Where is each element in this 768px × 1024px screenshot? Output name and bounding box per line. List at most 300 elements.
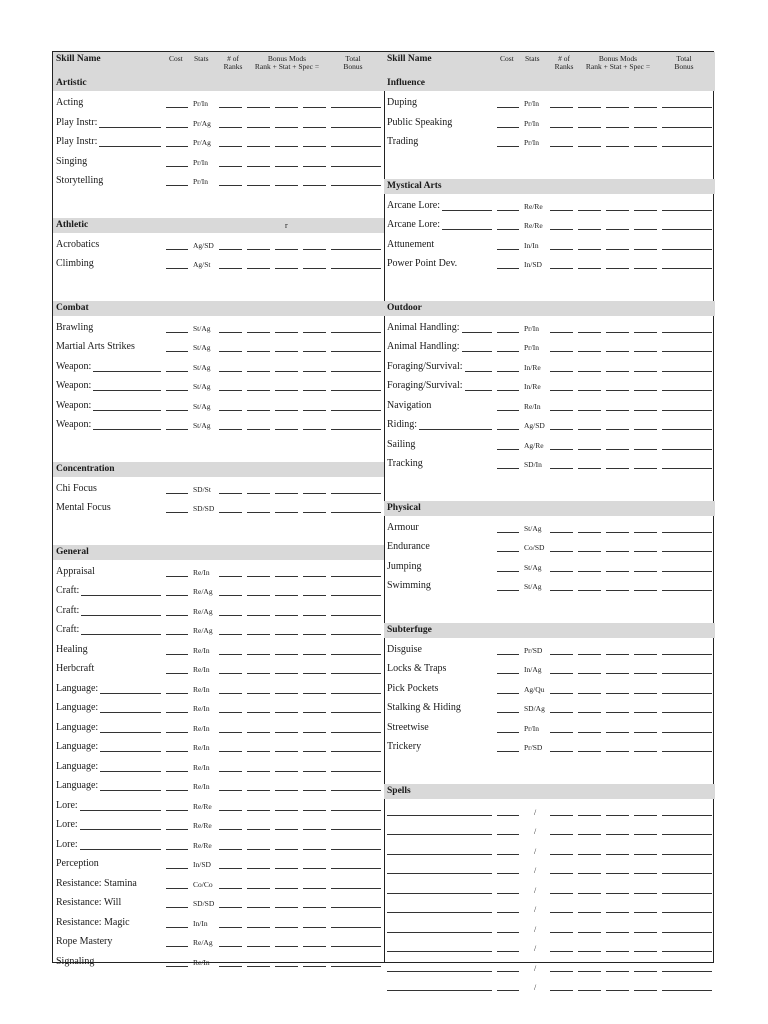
ranks-field[interactable] xyxy=(550,449,573,450)
cost-field[interactable] xyxy=(166,751,188,752)
total-bonus-field[interactable] xyxy=(331,790,381,791)
ranks-field[interactable] xyxy=(219,249,242,250)
total-bonus-field[interactable] xyxy=(331,927,381,928)
ranks-field[interactable] xyxy=(550,732,573,733)
ranks-field[interactable] xyxy=(550,951,573,952)
ranks-field[interactable] xyxy=(219,712,242,713)
total-bonus-field[interactable] xyxy=(662,712,712,713)
rank-bonus-field[interactable] xyxy=(578,410,601,411)
rank-bonus-field[interactable] xyxy=(578,971,601,972)
spec-bonus-field[interactable] xyxy=(634,249,657,250)
spec-bonus-field[interactable] xyxy=(303,673,326,674)
spec-bonus-field[interactable] xyxy=(634,268,657,269)
stat-bonus-field[interactable] xyxy=(606,410,629,411)
rank-bonus-field[interactable] xyxy=(578,834,601,835)
cost-field[interactable] xyxy=(497,390,519,391)
spec-bonus-field[interactable] xyxy=(303,268,326,269)
cost-field[interactable] xyxy=(166,615,188,616)
ranks-field[interactable] xyxy=(550,107,573,108)
rank-bonus-field[interactable] xyxy=(247,410,270,411)
cost-field[interactable] xyxy=(497,410,519,411)
skill-specialty-field[interactable] xyxy=(93,429,161,430)
spec-bonus-field[interactable] xyxy=(303,185,326,186)
spec-bonus-field[interactable] xyxy=(634,332,657,333)
cost-field[interactable] xyxy=(166,966,188,967)
cost-field[interactable] xyxy=(497,654,519,655)
cost-field[interactable] xyxy=(166,907,188,908)
spell-name-field[interactable] xyxy=(387,893,492,894)
stat-bonus-field[interactable] xyxy=(606,210,629,211)
stat-bonus-field[interactable] xyxy=(606,654,629,655)
rank-bonus-field[interactable] xyxy=(247,429,270,430)
cost-field[interactable] xyxy=(166,512,188,513)
spec-bonus-field[interactable] xyxy=(303,634,326,635)
spec-bonus-field[interactable] xyxy=(634,951,657,952)
stat-bonus-field[interactable] xyxy=(606,532,629,533)
ranks-field[interactable] xyxy=(219,693,242,694)
cost-field[interactable] xyxy=(497,468,519,469)
spec-bonus-field[interactable] xyxy=(634,854,657,855)
stat-bonus-field[interactable] xyxy=(606,351,629,352)
total-bonus-field[interactable] xyxy=(331,673,381,674)
total-bonus-field[interactable] xyxy=(331,732,381,733)
stat-bonus-field[interactable] xyxy=(606,268,629,269)
cost-field[interactable] xyxy=(166,654,188,655)
rank-bonus-field[interactable] xyxy=(578,371,601,372)
ranks-field[interactable] xyxy=(219,127,242,128)
skill-specialty-field[interactable] xyxy=(81,634,161,635)
stat-bonus-field[interactable] xyxy=(606,932,629,933)
ranks-field[interactable] xyxy=(219,927,242,928)
ranks-field[interactable] xyxy=(219,351,242,352)
total-bonus-field[interactable] xyxy=(662,532,712,533)
rank-bonus-field[interactable] xyxy=(247,268,270,269)
spec-bonus-field[interactable] xyxy=(634,410,657,411)
stat-bonus-field[interactable] xyxy=(606,712,629,713)
cost-field[interactable] xyxy=(497,210,519,211)
ranks-field[interactable] xyxy=(550,912,573,913)
rank-bonus-field[interactable] xyxy=(578,146,601,147)
ranks-field[interactable] xyxy=(550,249,573,250)
spec-bonus-field[interactable] xyxy=(634,146,657,147)
rank-bonus-field[interactable] xyxy=(247,146,270,147)
total-bonus-field[interactable] xyxy=(662,854,712,855)
stat-bonus-field[interactable] xyxy=(275,493,298,494)
stat-bonus-field[interactable] xyxy=(275,146,298,147)
spec-bonus-field[interactable] xyxy=(303,732,326,733)
rank-bonus-field[interactable] xyxy=(247,946,270,947)
spec-bonus-field[interactable] xyxy=(303,888,326,889)
total-bonus-field[interactable] xyxy=(331,654,381,655)
ranks-field[interactable] xyxy=(550,468,573,469)
stat-bonus-field[interactable] xyxy=(606,854,629,855)
skill-specialty-field[interactable] xyxy=(81,595,161,596)
stat-bonus-field[interactable] xyxy=(275,966,298,967)
total-bonus-field[interactable] xyxy=(331,351,381,352)
total-bonus-field[interactable] xyxy=(662,834,712,835)
total-bonus-field[interactable] xyxy=(331,493,381,494)
stat-bonus-field[interactable] xyxy=(606,468,629,469)
total-bonus-field[interactable] xyxy=(331,595,381,596)
cost-field[interactable] xyxy=(166,351,188,352)
total-bonus-field[interactable] xyxy=(662,146,712,147)
stat-bonus-field[interactable] xyxy=(606,990,629,991)
ranks-field[interactable] xyxy=(550,990,573,991)
rank-bonus-field[interactable] xyxy=(578,351,601,352)
total-bonus-field[interactable] xyxy=(331,771,381,772)
spec-bonus-field[interactable] xyxy=(303,249,326,250)
cost-field[interactable] xyxy=(166,927,188,928)
skill-specialty-field[interactable] xyxy=(99,146,161,147)
rank-bonus-field[interactable] xyxy=(578,873,601,874)
stat-bonus-field[interactable] xyxy=(606,893,629,894)
stat-bonus-field[interactable] xyxy=(606,429,629,430)
cost-field[interactable] xyxy=(166,166,188,167)
spec-bonus-field[interactable] xyxy=(303,829,326,830)
spell-cost-field[interactable] xyxy=(497,990,519,991)
total-bonus-field[interactable] xyxy=(331,849,381,850)
stat-bonus-field[interactable] xyxy=(606,693,629,694)
cost-field[interactable] xyxy=(497,127,519,128)
total-bonus-field[interactable] xyxy=(331,429,381,430)
total-bonus-field[interactable] xyxy=(331,751,381,752)
cost-field[interactable] xyxy=(497,146,519,147)
skill-specialty-field[interactable] xyxy=(80,810,161,811)
cost-field[interactable] xyxy=(166,410,188,411)
stat-bonus-field[interactable] xyxy=(275,166,298,167)
cost-field[interactable] xyxy=(166,493,188,494)
ranks-field[interactable] xyxy=(550,873,573,874)
stat-bonus-field[interactable] xyxy=(275,127,298,128)
stat-bonus-field[interactable] xyxy=(275,693,298,694)
cost-field[interactable] xyxy=(166,868,188,869)
ranks-field[interactable] xyxy=(550,332,573,333)
cost-field[interactable] xyxy=(497,732,519,733)
spec-bonus-field[interactable] xyxy=(303,615,326,616)
rank-bonus-field[interactable] xyxy=(578,390,601,391)
total-bonus-field[interactable] xyxy=(662,468,712,469)
spec-bonus-field[interactable] xyxy=(634,893,657,894)
spec-bonus-field[interactable] xyxy=(303,410,326,411)
spec-bonus-field[interactable] xyxy=(634,971,657,972)
rank-bonus-field[interactable] xyxy=(247,751,270,752)
ranks-field[interactable] xyxy=(550,815,573,816)
rank-bonus-field[interactable] xyxy=(578,210,601,211)
total-bonus-field[interactable] xyxy=(662,693,712,694)
rank-bonus-field[interactable] xyxy=(247,371,270,372)
ranks-field[interactable] xyxy=(550,693,573,694)
spell-name-field[interactable] xyxy=(387,990,492,991)
stat-bonus-field[interactable] xyxy=(275,576,298,577)
stat-bonus-field[interactable] xyxy=(606,249,629,250)
spec-bonus-field[interactable] xyxy=(634,127,657,128)
ranks-field[interactable] xyxy=(219,615,242,616)
stat-bonus-field[interactable] xyxy=(275,946,298,947)
spec-bonus-field[interactable] xyxy=(303,493,326,494)
stat-bonus-field[interactable] xyxy=(606,971,629,972)
total-bonus-field[interactable] xyxy=(331,888,381,889)
stat-bonus-field[interactable] xyxy=(275,249,298,250)
rank-bonus-field[interactable] xyxy=(247,927,270,928)
total-bonus-field[interactable] xyxy=(662,673,712,674)
total-bonus-field[interactable] xyxy=(662,551,712,552)
spec-bonus-field[interactable] xyxy=(634,107,657,108)
total-bonus-field[interactable] xyxy=(331,107,381,108)
spell-name-field[interactable] xyxy=(387,951,492,952)
ranks-field[interactable] xyxy=(219,332,242,333)
rank-bonus-field[interactable] xyxy=(578,449,601,450)
spec-bonus-field[interactable] xyxy=(634,932,657,933)
total-bonus-field[interactable] xyxy=(662,449,712,450)
stat-bonus-field[interactable] xyxy=(275,107,298,108)
stat-bonus-field[interactable] xyxy=(275,390,298,391)
rank-bonus-field[interactable] xyxy=(247,127,270,128)
cost-field[interactable] xyxy=(166,268,188,269)
rank-bonus-field[interactable] xyxy=(578,268,601,269)
total-bonus-field[interactable] xyxy=(662,210,712,211)
ranks-field[interactable] xyxy=(219,146,242,147)
ranks-field[interactable] xyxy=(219,371,242,372)
rank-bonus-field[interactable] xyxy=(247,576,270,577)
spec-bonus-field[interactable] xyxy=(634,532,657,533)
total-bonus-field[interactable] xyxy=(331,146,381,147)
total-bonus-field[interactable] xyxy=(662,932,712,933)
ranks-field[interactable] xyxy=(219,771,242,772)
cost-field[interactable] xyxy=(166,693,188,694)
total-bonus-field[interactable] xyxy=(331,966,381,967)
cost-field[interactable] xyxy=(166,371,188,372)
stat-bonus-field[interactable] xyxy=(606,751,629,752)
stat-bonus-field[interactable] xyxy=(275,332,298,333)
ranks-field[interactable] xyxy=(550,268,573,269)
spec-bonus-field[interactable] xyxy=(634,990,657,991)
ranks-field[interactable] xyxy=(219,268,242,269)
spec-bonus-field[interactable] xyxy=(303,146,326,147)
ranks-field[interactable] xyxy=(219,493,242,494)
ranks-field[interactable] xyxy=(219,732,242,733)
rank-bonus-field[interactable] xyxy=(578,107,601,108)
stat-bonus-field[interactable] xyxy=(606,951,629,952)
rank-bonus-field[interactable] xyxy=(247,332,270,333)
total-bonus-field[interactable] xyxy=(662,268,712,269)
cost-field[interactable] xyxy=(166,390,188,391)
spec-bonus-field[interactable] xyxy=(634,912,657,913)
rank-bonus-field[interactable] xyxy=(247,732,270,733)
ranks-field[interactable] xyxy=(219,634,242,635)
rank-bonus-field[interactable] xyxy=(578,854,601,855)
spell-cost-field[interactable] xyxy=(497,873,519,874)
stat-bonus-field[interactable] xyxy=(275,927,298,928)
spec-bonus-field[interactable] xyxy=(303,927,326,928)
stat-bonus-field[interactable] xyxy=(275,673,298,674)
rank-bonus-field[interactable] xyxy=(578,468,601,469)
stat-bonus-field[interactable] xyxy=(275,751,298,752)
total-bonus-field[interactable] xyxy=(331,166,381,167)
skill-specialty-field[interactable] xyxy=(442,229,492,230)
spell-cost-field[interactable] xyxy=(497,834,519,835)
rank-bonus-field[interactable] xyxy=(578,532,601,533)
rank-bonus-field[interactable] xyxy=(247,493,270,494)
spec-bonus-field[interactable] xyxy=(303,966,326,967)
rank-bonus-field[interactable] xyxy=(578,673,601,674)
total-bonus-field[interactable] xyxy=(662,732,712,733)
total-bonus-field[interactable] xyxy=(331,946,381,947)
ranks-field[interactable] xyxy=(550,429,573,430)
total-bonus-field[interactable] xyxy=(662,410,712,411)
rank-bonus-field[interactable] xyxy=(247,654,270,655)
total-bonus-field[interactable] xyxy=(662,912,712,913)
ranks-field[interactable] xyxy=(550,751,573,752)
stat-bonus-field[interactable] xyxy=(606,673,629,674)
spell-name-field[interactable] xyxy=(387,971,492,972)
ranks-field[interactable] xyxy=(550,351,573,352)
cost-field[interactable] xyxy=(166,146,188,147)
spec-bonus-field[interactable] xyxy=(303,654,326,655)
ranks-field[interactable] xyxy=(219,512,242,513)
ranks-field[interactable] xyxy=(219,654,242,655)
total-bonus-field[interactable] xyxy=(662,815,712,816)
spec-bonus-field[interactable] xyxy=(303,907,326,908)
stat-bonus-field[interactable] xyxy=(275,868,298,869)
spec-bonus-field[interactable] xyxy=(634,468,657,469)
cost-field[interactable] xyxy=(497,107,519,108)
spec-bonus-field[interactable] xyxy=(634,351,657,352)
skill-specialty-field[interactable] xyxy=(465,390,492,391)
rank-bonus-field[interactable] xyxy=(578,912,601,913)
ranks-field[interactable] xyxy=(550,127,573,128)
cost-field[interactable] xyxy=(166,946,188,947)
spec-bonus-field[interactable] xyxy=(303,390,326,391)
rank-bonus-field[interactable] xyxy=(247,868,270,869)
spell-cost-field[interactable] xyxy=(497,854,519,855)
spec-bonus-field[interactable] xyxy=(303,332,326,333)
total-bonus-field[interactable] xyxy=(662,990,712,991)
ranks-field[interactable] xyxy=(219,810,242,811)
spell-name-field[interactable] xyxy=(387,854,492,855)
spec-bonus-field[interactable] xyxy=(634,751,657,752)
spell-cost-field[interactable] xyxy=(497,815,519,816)
ranks-field[interactable] xyxy=(219,410,242,411)
total-bonus-field[interactable] xyxy=(331,332,381,333)
total-bonus-field[interactable] xyxy=(331,185,381,186)
total-bonus-field[interactable] xyxy=(662,893,712,894)
ranks-field[interactable] xyxy=(219,849,242,850)
ranks-field[interactable] xyxy=(550,834,573,835)
spell-name-field[interactable] xyxy=(387,932,492,933)
cost-field[interactable] xyxy=(166,712,188,713)
spell-name-field[interactable] xyxy=(387,815,492,816)
stat-bonus-field[interactable] xyxy=(275,410,298,411)
cost-field[interactable] xyxy=(497,673,519,674)
total-bonus-field[interactable] xyxy=(662,751,712,752)
ranks-field[interactable] xyxy=(219,166,242,167)
total-bonus-field[interactable] xyxy=(662,590,712,591)
ranks-field[interactable] xyxy=(219,390,242,391)
total-bonus-field[interactable] xyxy=(331,249,381,250)
cost-field[interactable] xyxy=(166,810,188,811)
rank-bonus-field[interactable] xyxy=(578,951,601,952)
ranks-field[interactable] xyxy=(550,590,573,591)
skill-specialty-field[interactable] xyxy=(419,429,492,430)
rank-bonus-field[interactable] xyxy=(578,712,601,713)
rank-bonus-field[interactable] xyxy=(247,829,270,830)
skill-specialty-field[interactable] xyxy=(93,410,161,411)
cost-field[interactable] xyxy=(166,185,188,186)
total-bonus-field[interactable] xyxy=(662,571,712,572)
ranks-field[interactable] xyxy=(219,673,242,674)
spec-bonus-field[interactable] xyxy=(303,849,326,850)
cost-field[interactable] xyxy=(166,595,188,596)
rank-bonus-field[interactable] xyxy=(247,907,270,908)
spec-bonus-field[interactable] xyxy=(634,590,657,591)
total-bonus-field[interactable] xyxy=(662,371,712,372)
stat-bonus-field[interactable] xyxy=(275,512,298,513)
ranks-field[interactable] xyxy=(550,673,573,674)
cost-field[interactable] xyxy=(166,127,188,128)
rank-bonus-field[interactable] xyxy=(578,990,601,991)
rank-bonus-field[interactable] xyxy=(578,893,601,894)
total-bonus-field[interactable] xyxy=(331,390,381,391)
spec-bonus-field[interactable] xyxy=(303,166,326,167)
spec-bonus-field[interactable] xyxy=(303,127,326,128)
stat-bonus-field[interactable] xyxy=(275,907,298,908)
spec-bonus-field[interactable] xyxy=(303,429,326,430)
cost-field[interactable] xyxy=(497,268,519,269)
total-bonus-field[interactable] xyxy=(331,268,381,269)
spec-bonus-field[interactable] xyxy=(303,371,326,372)
rank-bonus-field[interactable] xyxy=(578,127,601,128)
stat-bonus-field[interactable] xyxy=(606,390,629,391)
rank-bonus-field[interactable] xyxy=(578,249,601,250)
stat-bonus-field[interactable] xyxy=(275,829,298,830)
ranks-field[interactable] xyxy=(550,932,573,933)
stat-bonus-field[interactable] xyxy=(275,595,298,596)
spec-bonus-field[interactable] xyxy=(634,429,657,430)
rank-bonus-field[interactable] xyxy=(578,571,601,572)
cost-field[interactable] xyxy=(497,229,519,230)
total-bonus-field[interactable] xyxy=(662,429,712,430)
rank-bonus-field[interactable] xyxy=(578,815,601,816)
total-bonus-field[interactable] xyxy=(662,127,712,128)
ranks-field[interactable] xyxy=(219,790,242,791)
cost-field[interactable] xyxy=(497,351,519,352)
stat-bonus-field[interactable] xyxy=(275,810,298,811)
stat-bonus-field[interactable] xyxy=(606,912,629,913)
skill-specialty-field[interactable] xyxy=(100,751,161,752)
ranks-field[interactable] xyxy=(550,893,573,894)
skill-specialty-field[interactable] xyxy=(80,829,161,830)
ranks-field[interactable] xyxy=(219,576,242,577)
total-bonus-field[interactable] xyxy=(331,410,381,411)
rank-bonus-field[interactable] xyxy=(578,551,601,552)
rank-bonus-field[interactable] xyxy=(247,512,270,513)
ranks-field[interactable] xyxy=(219,751,242,752)
total-bonus-field[interactable] xyxy=(662,873,712,874)
rank-bonus-field[interactable] xyxy=(247,615,270,616)
total-bonus-field[interactable] xyxy=(662,229,712,230)
stat-bonus-field[interactable] xyxy=(606,815,629,816)
rank-bonus-field[interactable] xyxy=(578,229,601,230)
spec-bonus-field[interactable] xyxy=(634,712,657,713)
total-bonus-field[interactable] xyxy=(331,907,381,908)
skill-specialty-field[interactable] xyxy=(100,771,161,772)
spec-bonus-field[interactable] xyxy=(303,946,326,947)
ranks-field[interactable] xyxy=(219,429,242,430)
stat-bonus-field[interactable] xyxy=(606,873,629,874)
rank-bonus-field[interactable] xyxy=(247,771,270,772)
cost-field[interactable] xyxy=(497,551,519,552)
spec-bonus-field[interactable] xyxy=(303,576,326,577)
